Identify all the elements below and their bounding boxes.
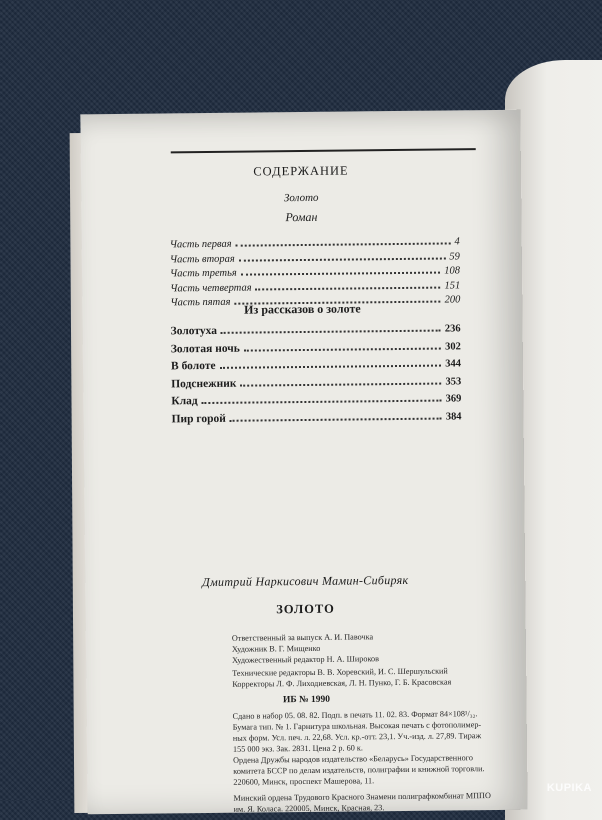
toc-entry-page: 59 bbox=[449, 250, 460, 262]
toc-row bbox=[171, 410, 461, 431]
printer-line: Минский ордена Трудового Красного Знамени полиграфкомбинат МППО bbox=[233, 791, 491, 803]
work-title: Золото bbox=[283, 191, 319, 205]
publisher-line: 220600, Минск, проспект Машерова, 11. bbox=[233, 776, 375, 787]
leader-dots bbox=[202, 400, 442, 405]
toc-entry-label: Часть третья bbox=[169, 267, 237, 280]
print-data-block bbox=[233, 708, 523, 755]
leader-dots bbox=[220, 365, 442, 369]
toc-entry-label: Часть пятая bbox=[170, 296, 231, 309]
toc-entry-label: Клад bbox=[171, 395, 198, 408]
print-line: ных форм. Усл. печ. л. 22,68. Усл. кр.-отт. 23,1. Уч.-изд. л. 27,89. Тираж bbox=[232, 731, 482, 743]
stories-list bbox=[171, 322, 462, 430]
book-title: ЗОЛОТО bbox=[276, 601, 335, 617]
publisher-line: комитета БССР по делам издательств, полиграфии и книжной торговли. bbox=[233, 764, 485, 776]
toc-entry-label: В болоте bbox=[170, 359, 216, 373]
toc-entry-label: Часть первая bbox=[169, 238, 232, 251]
leader-dots bbox=[239, 257, 446, 261]
credit-line: Технические редакторы В. В. Хоревский, И. С. Шершульский bbox=[232, 666, 448, 678]
toc-entry-page: 108 bbox=[444, 265, 461, 277]
toc-entry-label: Золотуха bbox=[170, 324, 218, 338]
printer-block bbox=[233, 790, 523, 815]
printer-line: им. Я. Коласа. 220005, Минск, Красная, 23. bbox=[233, 803, 385, 814]
print-line: 155 000 экз. Зак. 2831. Цена 2 р. 60 к. bbox=[232, 743, 363, 754]
toc-entry-label: Часть четвертая bbox=[170, 282, 252, 294]
credit-line: Ответственный за выпуск А. И. Павочка bbox=[231, 632, 374, 643]
leader-dots bbox=[241, 272, 441, 276]
work-genre: Роман bbox=[285, 209, 318, 225]
leader-dots bbox=[221, 330, 441, 334]
toc-entry-page: 369 bbox=[445, 393, 462, 405]
editors-block bbox=[232, 665, 522, 690]
leader-dots bbox=[256, 286, 441, 290]
print-line: Сдано в набор 05. 08. 82. Подп. в печать 11. 02. 83. Формат 84×108¹/₃₂. bbox=[232, 709, 478, 721]
toc-entry-label: Пир горой bbox=[171, 412, 226, 425]
stories-heading: Из рассказов о золоте bbox=[244, 301, 361, 317]
print-line: Бумага тип. № 1. Гарнитура школьная. Высокая печать с фотополимер- bbox=[232, 720, 482, 732]
toc-entry-page: 200 bbox=[444, 294, 461, 306]
leader-dots bbox=[240, 382, 441, 386]
author-name: Дмитрий Наркисович Мамин-Сибиряк bbox=[202, 572, 409, 590]
toc-entry-label: Часть вторая bbox=[169, 253, 235, 265]
toc-entry-page: 344 bbox=[445, 358, 462, 370]
credit-line: Художник В. Г. Мищенко bbox=[231, 643, 321, 654]
credits-block bbox=[232, 630, 522, 666]
toc-entry-page: 236 bbox=[444, 323, 461, 335]
publisher-line: Ордена Дружбы народов издательство «Беларусь» Государственного bbox=[233, 753, 473, 765]
top-rule bbox=[171, 148, 476, 153]
leader-dots bbox=[244, 347, 441, 351]
credit-line: Художественный редактор Н. А. Широков bbox=[232, 654, 380, 665]
ib-number: ИБ № 1990 bbox=[282, 694, 331, 706]
toc-entry-page: 384 bbox=[445, 410, 462, 423]
toc-entry-label: Подснежник bbox=[171, 377, 237, 390]
leader-dots bbox=[236, 242, 451, 246]
leader-dots bbox=[230, 417, 442, 421]
credit-line: Корректоры Л. Ф. Лиходиевская, Л. Н. Пунко, Г. Б. Красовская bbox=[232, 677, 452, 689]
toc-entry-label: Золотая ночь bbox=[170, 342, 240, 355]
publisher-block bbox=[233, 752, 523, 788]
book-page bbox=[80, 110, 527, 815]
toc-entry-page: 151 bbox=[444, 279, 461, 292]
watermark: KUPIKA bbox=[546, 782, 592, 794]
toc-heading: СОДЕРЖАНИЕ bbox=[253, 163, 349, 179]
toc-entry-page: 302 bbox=[444, 340, 461, 353]
toc-entry-page: 353 bbox=[445, 375, 462, 388]
toc-entry-page: 4 bbox=[454, 236, 460, 248]
